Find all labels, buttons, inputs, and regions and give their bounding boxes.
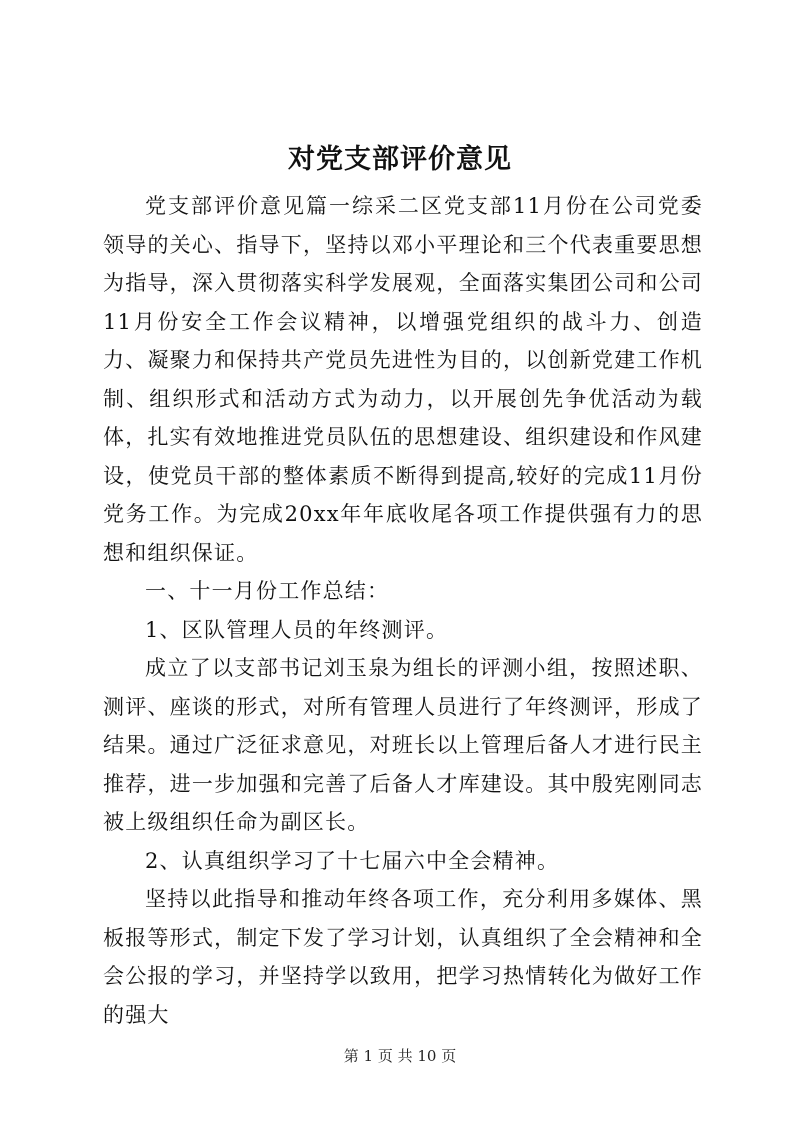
- subheading-evaluation: 1、区队管理人员的年终测评。: [145, 617, 449, 642]
- document-body: [103, 187, 703, 1034]
- paragraph-evaluation: 成立了以支部书记刘玉泉为组长的评测小组，按照述职、测评、座谈的形式，对所有管理人员进行了年终测评，形成了结果。通过广泛征求意见，对班长以上管理后备人才进行民主推荐，进一步加强和完善了后备人才库建设。其中殷宪刚同志被上级组织任命为副区长。: [103, 656, 703, 834]
- page-number-footer: 第 1 页 共 10 页: [343, 1047, 457, 1065]
- page-title: 对党支部评价意见: [288, 144, 512, 175]
- section-heading-summary: 一、十一月份工作总结：: [145, 579, 390, 603]
- paragraph-intro: 党支部评价意见篇一综采二区党支部11月份在公司党委领导的关心、指导下，坚持以邓小平理论和三个代表重要思想为指导，深入贯彻落实科学发展观，全面落实集团公司和公司11月份安全工作会议精神，以增强党组织的战斗力、创造力、凝聚力和保持共产党员先进性为目的，以创新党建工作机制、组织形式和活动方式为动力，以开展创先争优活动为载体，扎实有效地推进党员队伍的思想建设、组织建设和作风建设，使党员干部的整体素质不断得到提高,较好的完成11月份党务工作。为完成20xx年年底收尾各项工作提供强有力的思想和组织保证。: [103, 194, 703, 565]
- subheading-study: 2、认真组织学习了十七届六中全会精神。: [145, 848, 560, 873]
- paragraph-study: 坚持以此指导和推动年终各项工作，充分利用多媒体、黑板报等形式，制定下发了学习计划，认真组织了全会精神和全会公报的学习，并坚持学以致用，把学习热情转化为做好工作的强大: [103, 887, 703, 1027]
